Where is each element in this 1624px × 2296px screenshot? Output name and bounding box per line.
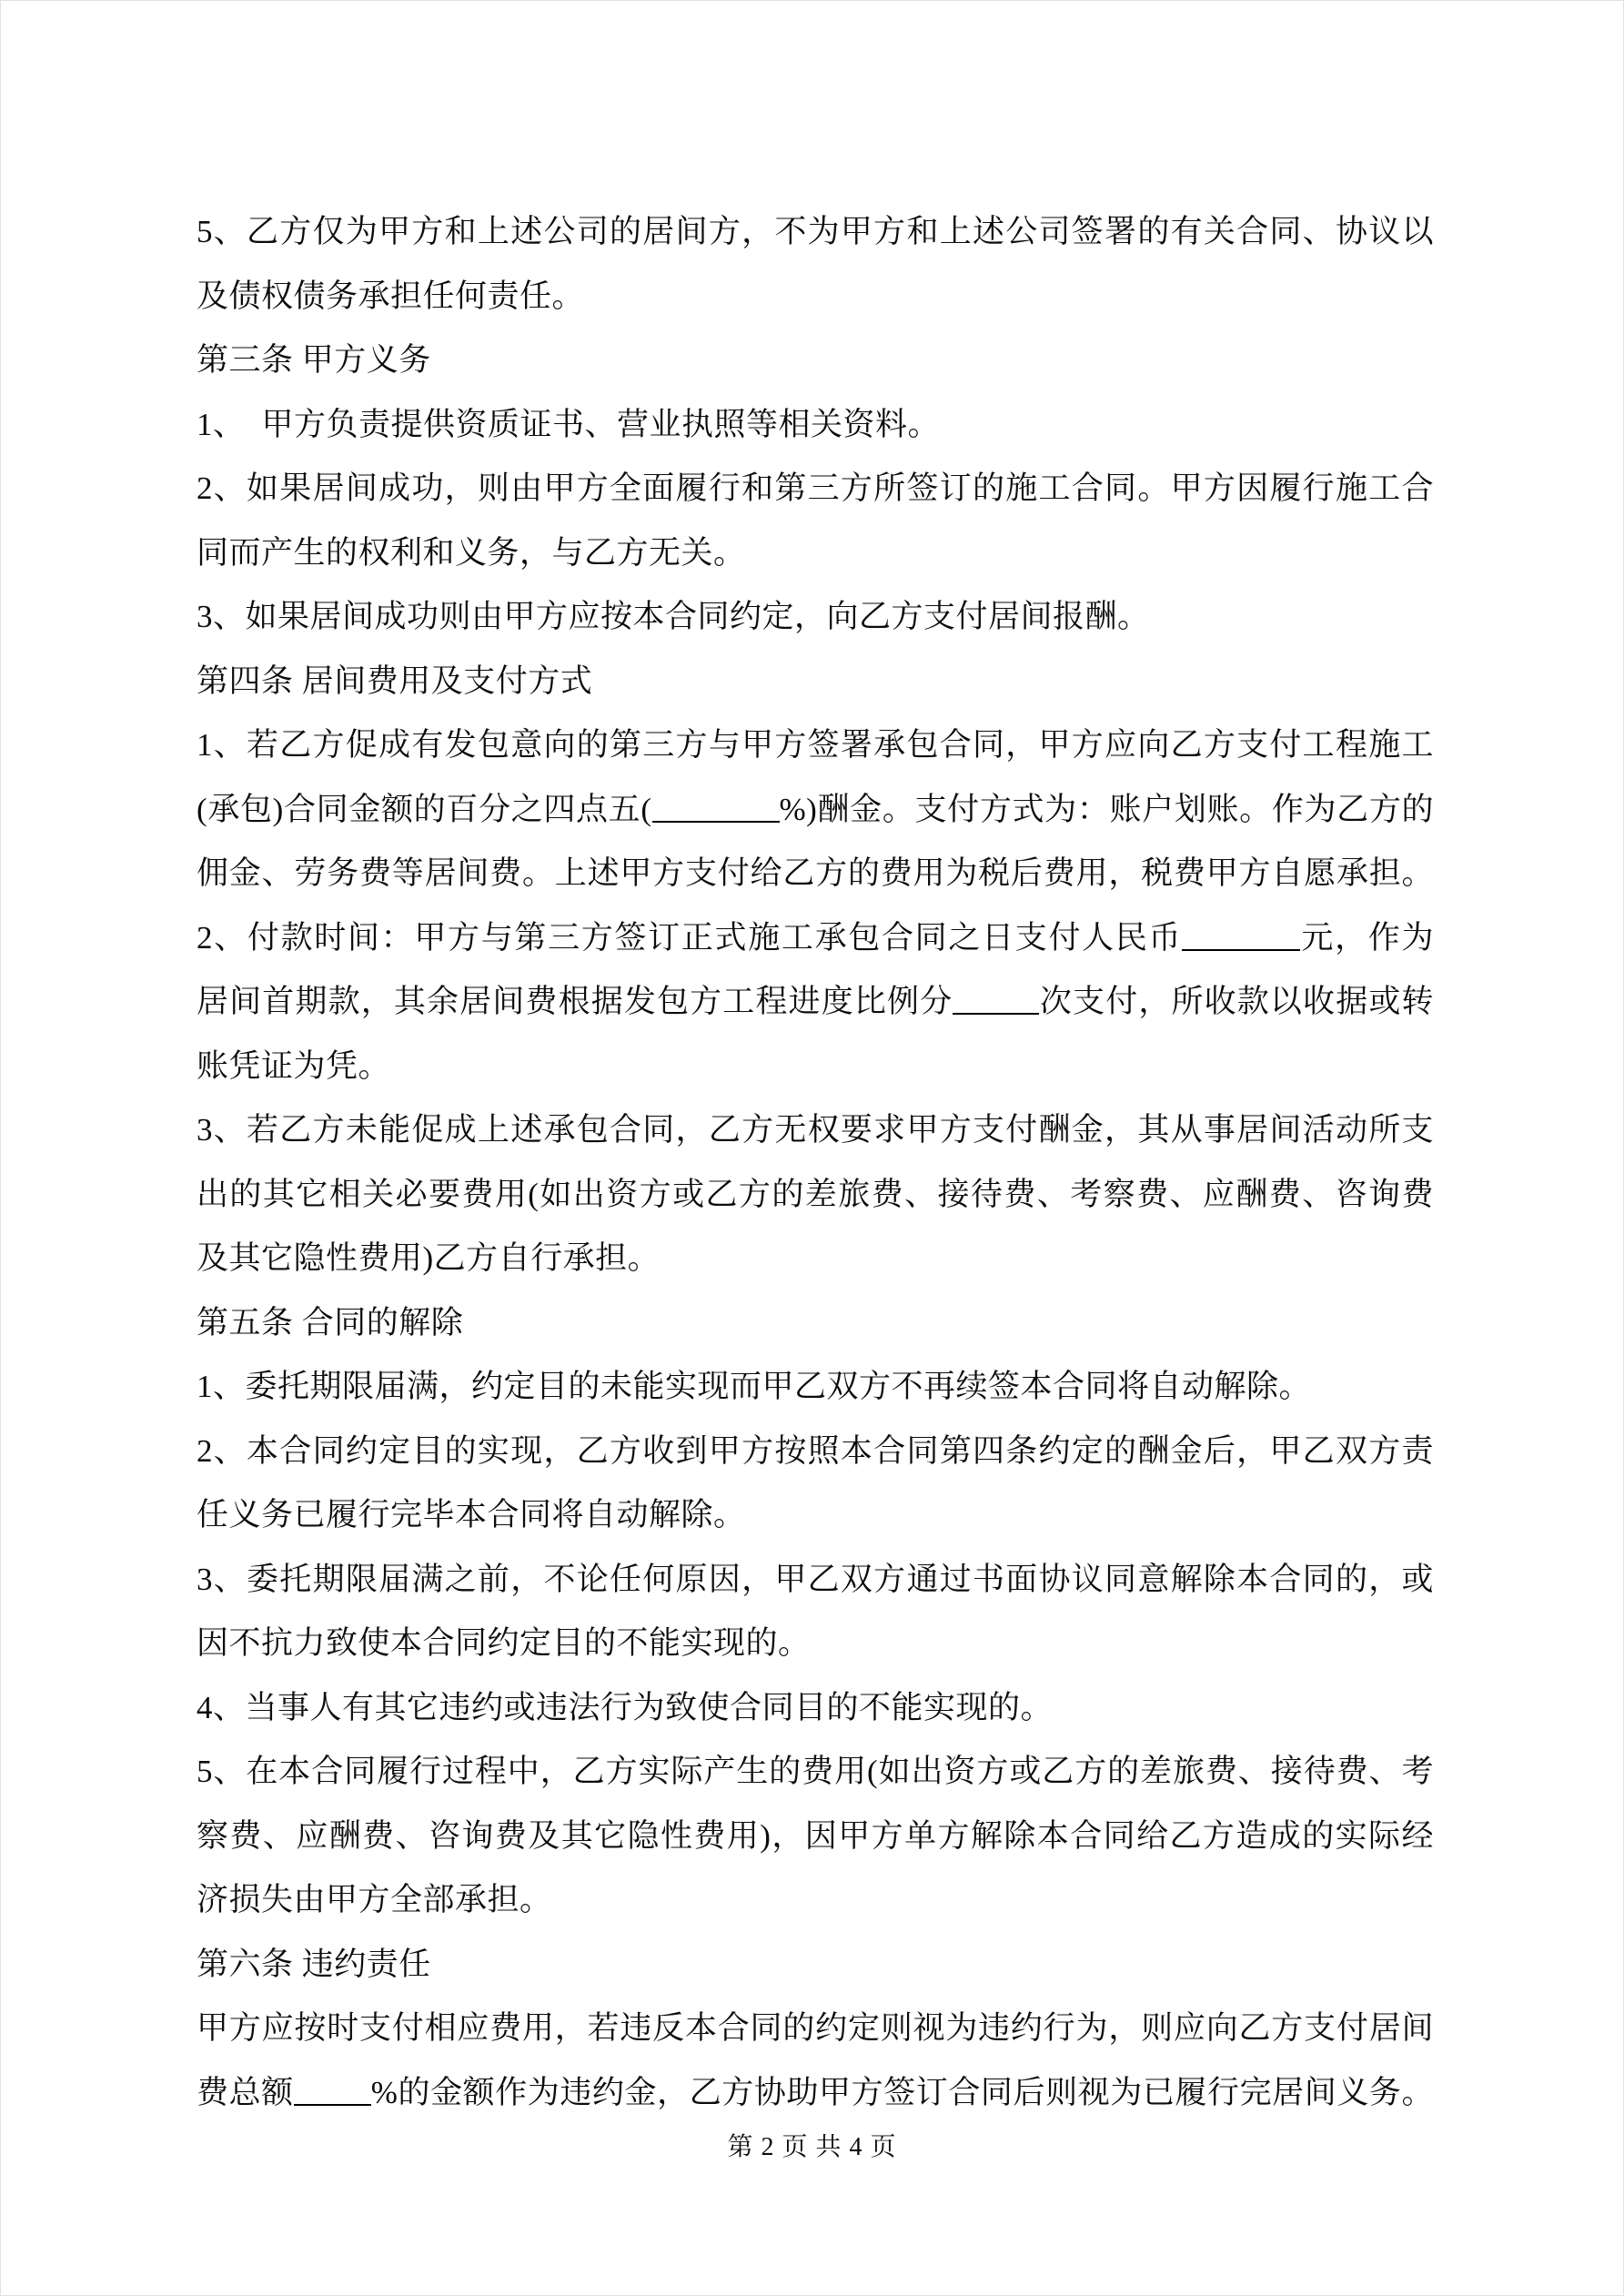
line-text: 济损失由甲方全部承担。	[197, 1882, 552, 1917]
line-text: 及其它隐性费用)乙方自行承担。	[197, 1240, 661, 1276]
line-text: 2、如果居间成功，则由甲方全面履行和第三方所签订的施工合同。甲方因履行施工合	[197, 470, 1434, 506]
document-line	[197, 585, 1434, 650]
document-line	[197, 650, 1434, 714]
document-line	[197, 1227, 1434, 1291]
document-line	[197, 1548, 1434, 1613]
document-line	[197, 200, 1434, 265]
document-line	[197, 1740, 1434, 1805]
document-line	[197, 778, 1434, 843]
line-text: 次支付，所收款以收据或转	[1039, 984, 1434, 1019]
blank-underline	[1182, 918, 1300, 950]
blank-underline	[652, 790, 780, 822]
line-text: 及债权债务承担任何责任。	[197, 278, 585, 314]
line-text: (承包)合同金额的百分之四点五(	[197, 791, 652, 827]
line-text: 甲方应按时支付相应费用，若违反本合同的约定则视为违约行为，则应向乙方支付居间	[197, 2010, 1434, 2046]
line-text: 同而产生的权利和义务，与乙方无关。	[197, 534, 746, 571]
document-line	[197, 1163, 1434, 1228]
line-text: 费总额	[197, 2074, 294, 2110]
line-text: 1、委托期限届满，约定目的未能实现而甲乙双方不再续签本合同将自动解除。	[197, 1369, 1312, 1404]
line-text: 1、若乙方促成有发包意向的第三方与甲方签署承包合同，甲方应向乙方支付工程施工	[197, 727, 1434, 763]
line-text: 3、委托期限届满之前，不论任何原因，甲乙双方通过书面协议同意解除本合同的，或	[197, 1561, 1434, 1597]
line-text: 账凭证为凭。	[197, 1047, 391, 1084]
document-line	[197, 1291, 1434, 1356]
line-text: 元，作为	[1300, 919, 1434, 956]
document-line	[197, 1098, 1434, 1163]
line-text: 第五条 合同的解除	[197, 1304, 464, 1340]
line-text: 第四条 居间费用及支付方式	[197, 663, 593, 699]
document-line	[197, 329, 1434, 393]
line-text: 4、当事人有其它违约或违法行为致使合同目的不能实现的。	[197, 1689, 1054, 1725]
document-line	[197, 713, 1434, 778]
line-text: 5、在本合同履行过程中，乙方实际产生的费用(如出资方或乙方的差旅费、接待费、考	[197, 1754, 1434, 1789]
line-text: 2、本合同约定目的实现，乙方收到甲方按照本合同第四条约定的酬金后，甲乙双方责	[197, 1432, 1434, 1469]
document-line	[197, 1997, 1434, 2061]
document-line	[197, 1612, 1434, 1676]
line-text: 出的其它相关必要费用(如出资方或乙方的差旅费、接待费、考察费、应酬费、咨询费	[197, 1176, 1434, 1212]
document-line	[197, 906, 1434, 971]
line-text: 3、如果居间成功则由甲方应按本合同约定，向乙方支付居间报酬。	[197, 599, 1150, 634]
document-line	[197, 1933, 1434, 1998]
document-line	[197, 265, 1434, 329]
line-text: 1、 甲方负责提供资质证书、营业执照等相关资料。	[197, 406, 941, 442]
line-text: 因不抗力致使本合同约定目的不能实现的。	[197, 1625, 811, 1661]
line-text: %的金额作为违约金，乙方协助甲方签订合同后则视为已履行完居间义务。	[370, 2074, 1434, 2110]
line-text: 3、若乙方未能促成上述承包合同，乙方无权要求甲方支付酬金，其从事居间活动所支	[197, 1112, 1434, 1148]
line-text: 察费、应酬费、咨询费及其它隐性费用)，因甲方单方解除本合同给乙方造成的实际经	[197, 1817, 1434, 1854]
document-body	[197, 200, 1434, 2125]
line-text: 佣金、劳务费等居间费。上述甲方支付给乙方的费用为税后费用，税费甲方自愿承担。	[197, 855, 1434, 891]
blank-underline	[953, 983, 1039, 1015]
document-line	[197, 842, 1434, 906]
document-line	[197, 393, 1434, 458]
document-line	[197, 457, 1434, 521]
document-line	[197, 1035, 1434, 1099]
line-text: 第三条 甲方义务	[197, 342, 431, 378]
line-text: 2、付款时间：甲方与第三方签订正式施工承包合同之日支付人民币	[197, 919, 1183, 956]
document-line	[197, 521, 1434, 586]
line-text: %)酬金。支付方式为：账户划账。作为乙方的	[779, 791, 1435, 827]
document-line	[197, 970, 1434, 1035]
blank-underline	[294, 2073, 371, 2105]
document-line	[197, 1483, 1434, 1548]
document-line	[197, 1420, 1434, 1484]
document-line	[197, 2061, 1434, 2126]
document-line	[197, 1805, 1434, 1869]
line-text: 5、乙方仅为甲方和上述公司的居间方，不为甲方和上述公司签署的有关合同、协议以	[197, 214, 1434, 249]
line-text: 居间首期款，其余居间费根据发包方工程进度比例分	[197, 984, 953, 1019]
line-text: 第六条 违约责任	[197, 1946, 431, 1982]
document-line	[197, 1676, 1434, 1741]
document-line	[197, 1355, 1434, 1420]
line-text: 任义务已履行完毕本合同将自动解除。	[197, 1497, 746, 1532]
document-line	[197, 1868, 1434, 1933]
page-footer: 第 2 页 共 4 页	[727, 2133, 897, 2161]
